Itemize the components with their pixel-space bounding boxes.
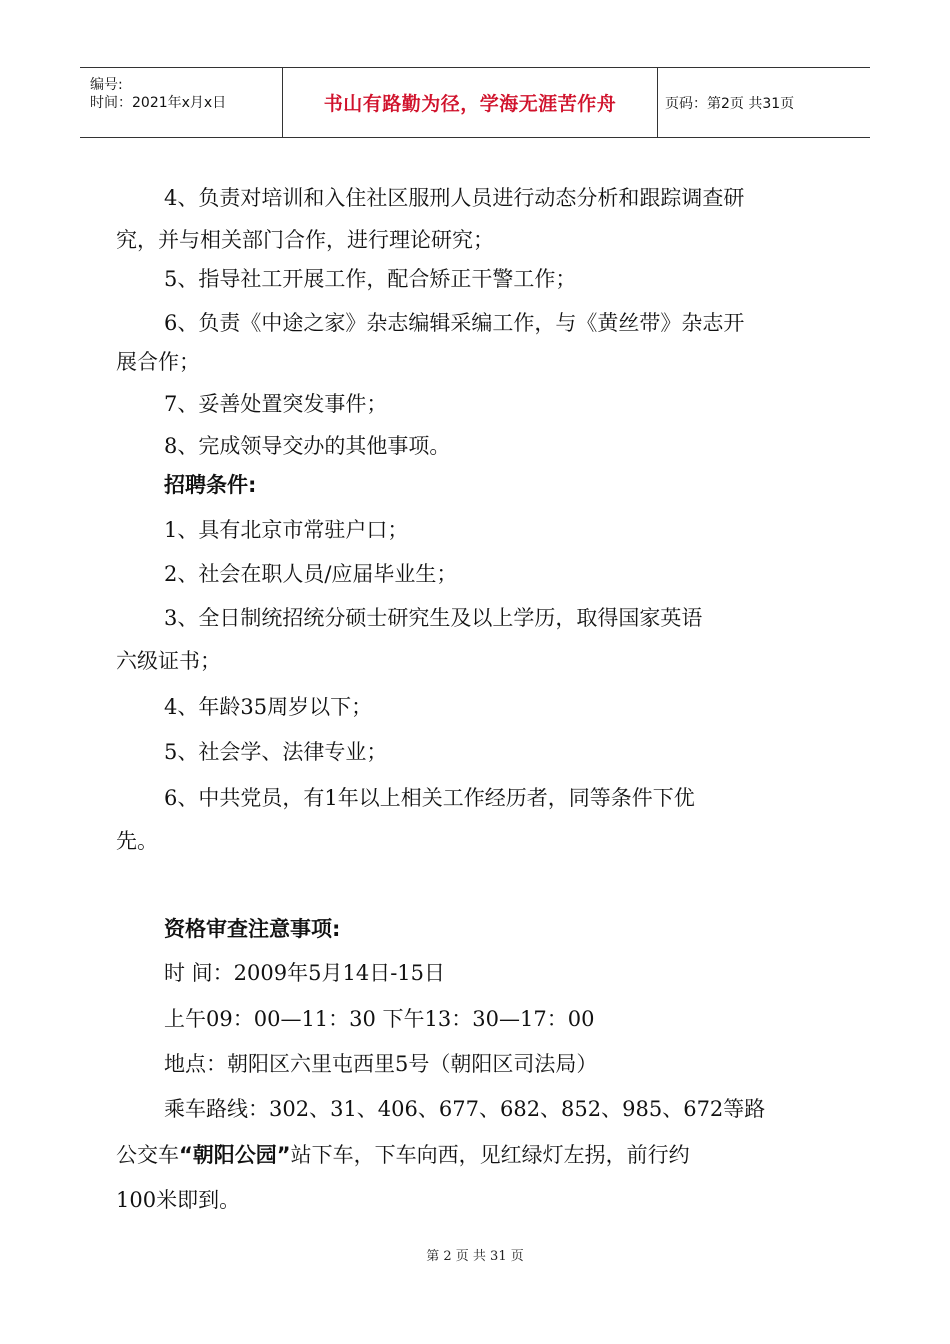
time-label: 时间：2021年x月x日 [90, 95, 227, 111]
number-label: 编号: [90, 77, 123, 93]
requirement-line: 1、具有北京市常驻户口； [164, 518, 409, 542]
route-suffix: 站下车，下车向西，见红绿灯左拐，前行约 [290, 1143, 690, 1167]
header-motto: 书山有路勤为径，学海无涯苦作舟 [323, 93, 617, 115]
requirement-line: 4、年龄35周岁以下； [164, 695, 373, 719]
page-footer: 第 2 页 共 31 页 [426, 1249, 524, 1264]
review-heading: 资格审查注意事项: [164, 917, 341, 941]
review-hours: 上午09：00—11：30 下午13：30—17：00 [164, 1007, 595, 1031]
header-page-number: 页码：第2页 共31页 [665, 95, 795, 112]
requirement-line: 先。 [116, 829, 158, 853]
header-meta [80, 68, 282, 137]
duty-line: 展合作； [116, 350, 200, 374]
review-route [116, 1140, 690, 1170]
review-route: 100米即到。 [116, 1188, 241, 1212]
requirement-line: 2、社会在职人员/应届毕业生； [164, 562, 458, 586]
page-header [80, 67, 870, 138]
review-route: 乘车路线：302、31、406、677、682、852、985、672等路 [164, 1097, 766, 1121]
route-prefix: 公交车 [116, 1143, 179, 1167]
duty-line: 7、妥善处置突发事件； [164, 392, 388, 416]
duty-line: 8、完成领导交办的其他事项。 [164, 434, 451, 458]
header-divider [657, 68, 658, 137]
duty-line: 4、负责对培训和入住社区服刑人员进行动态分析和跟踪调查研 [164, 186, 745, 210]
review-time: 时 间：2009年5月14日-15日 [164, 961, 446, 985]
requirement-line: 6、中共党员，有1年以上相关工作经历者，同等条件下优 [164, 786, 695, 810]
requirement-line: 3、全日制统招统分硕士研究生及以上学历，取得国家英语 [164, 606, 703, 630]
requirements-heading: 招聘条件: [164, 473, 257, 497]
duty-line: 5、指导社工开展工作，配合矫正干警工作； [164, 267, 577, 291]
requirement-line: 5、社会学、法律专业； [164, 740, 388, 764]
review-location: 地点：朝阳区六里屯西里5号（朝阳区司法局） [164, 1052, 598, 1076]
requirement-line: 六级证书； [116, 649, 221, 673]
duty-line: 6、负责《中途之家》杂志编辑采编工作，与《黄丝带》杂志开 [164, 311, 745, 335]
route-stop-name: “朝阳公园” [179, 1143, 291, 1167]
duty-line: 究，并与相关部门合作，进行理论研究； [116, 228, 494, 252]
